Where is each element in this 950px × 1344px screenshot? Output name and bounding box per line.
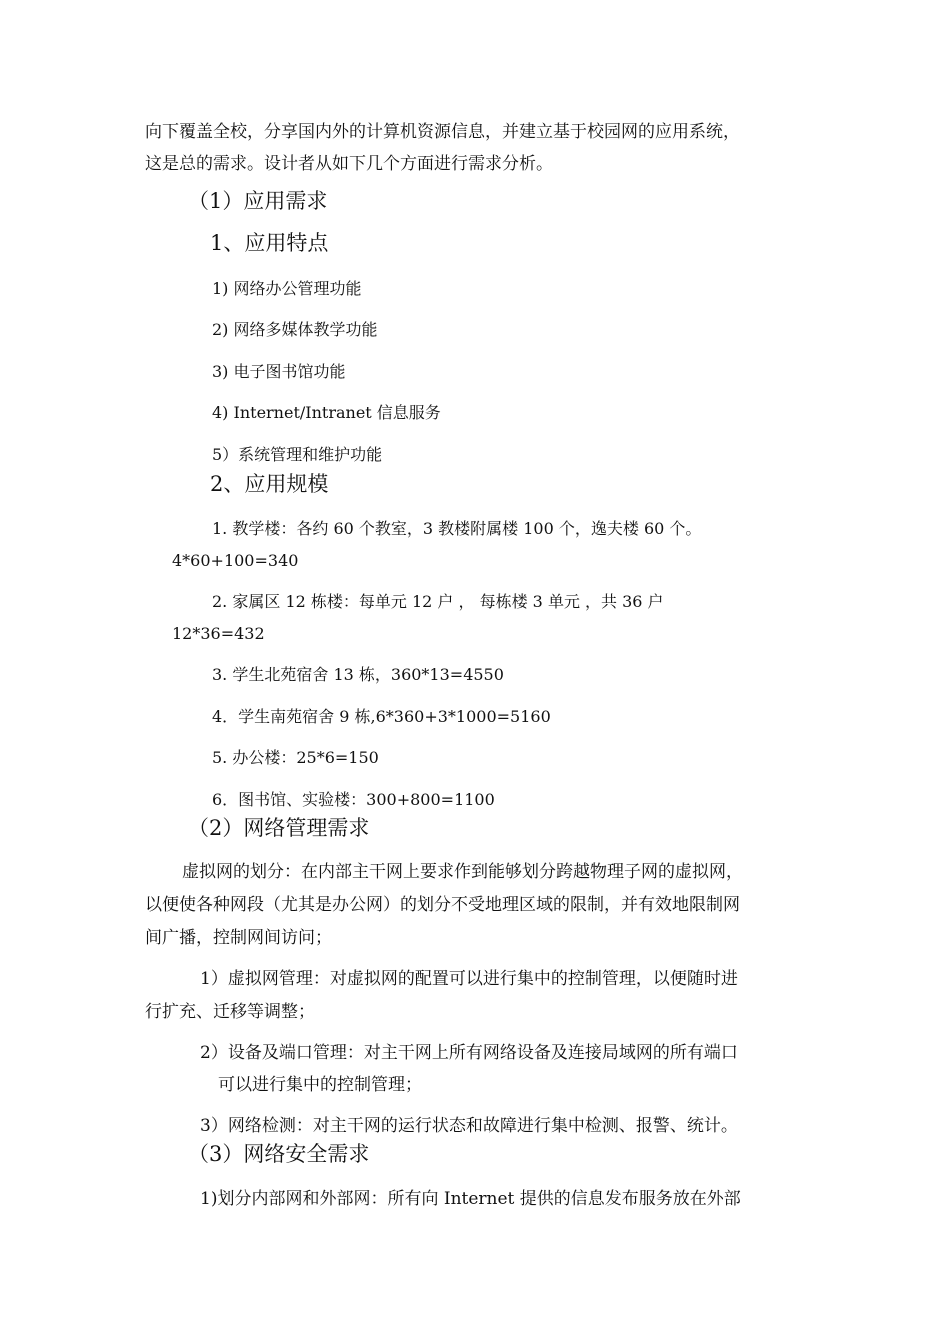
mgmt-item-2-line-2: 可以进行集中的控制管理；: [218, 1075, 422, 1095]
section-3-heading: （3）网络安全需求: [188, 1142, 370, 1166]
subsection-1-heading: 1、应用特点: [210, 231, 329, 255]
feature-item-4: 4) Internet/Intranet 信息服务: [212, 403, 441, 422]
mgmt-item-1-line-2: 行扩充、迁移等调整；: [145, 1002, 315, 1022]
scale-item-3: 3. 学生北苑宿舍 13 栋，360*13=4550: [212, 665, 504, 684]
scale-item-2-line-1: 2. 家属区 12 栋楼：每单元 12 户 ， 每栋楼 3 单元 ，共 36 户: [212, 592, 664, 611]
scale-item-1-line-1: 1. 教学楼：各约 60 个教室，3 教楼附属楼 100 个，逸夫楼 60 个。: [212, 519, 702, 538]
scale-item-1-line-2: 4*60+100=340: [172, 551, 299, 570]
mgmt-item-2-line-1: 2）设备及端口管理：对主干网上所有网络设备及连接局域网的所有端口: [200, 1043, 738, 1063]
feature-item-2: 2) 网络多媒体教学功能: [212, 320, 378, 339]
mgmt-item-3: 3）网络检测：对主干网的运行状态和故障进行集中检测、报警、统计。: [200, 1116, 738, 1136]
scale-item-4: 4．学生南苑宿舍 9 栋,6*360+3*1000=5160: [212, 707, 551, 726]
feature-item-3: 3) 电子图书馆功能: [212, 362, 346, 381]
scale-item-5: 5. 办公楼：25*6=150: [212, 748, 379, 767]
vlan-para-line-2: 以便使各种网段（尤其是办公网）的划分不受地理区域的限制，并有效地限制网: [145, 895, 740, 915]
intro-line-2: 这是总的需求。设计者从如下几个方面进行需求分析。: [145, 154, 553, 174]
subsection-2-heading: 2、应用规模: [210, 472, 329, 496]
feature-item-1: 1) 网络办公管理功能: [212, 279, 362, 298]
mgmt-item-1-line-1: 1）虚拟网管理：对虚拟网的配置可以进行集中的控制管理，以便随时进: [200, 969, 738, 989]
feature-item-5: 5）系统管理和维护功能: [212, 445, 383, 464]
intro-line-1: 向下覆盖全校，分享国内外的计算机资源信息，并建立基于校园网的应用系统，: [145, 122, 740, 142]
vlan-para-line-3: 间广播，控制网间访问；: [145, 928, 332, 948]
scale-item-2-line-2: 12*36=432: [172, 624, 265, 643]
security-item-1: 1)划分内部网和外部网：所有向 Internet 提供的信息发布服务放在外部: [200, 1189, 741, 1209]
vlan-para-line-1: 虚拟网的划分：在内部主干网上要求作到能够划分跨越物理子网的虚拟网，: [182, 862, 743, 882]
scale-item-6: 6．图书馆、实验楼：300+800=1100: [212, 790, 495, 809]
section-2-heading: （2）网络管理需求: [188, 816, 370, 840]
section-1-heading: （1）应用需求: [188, 189, 328, 213]
